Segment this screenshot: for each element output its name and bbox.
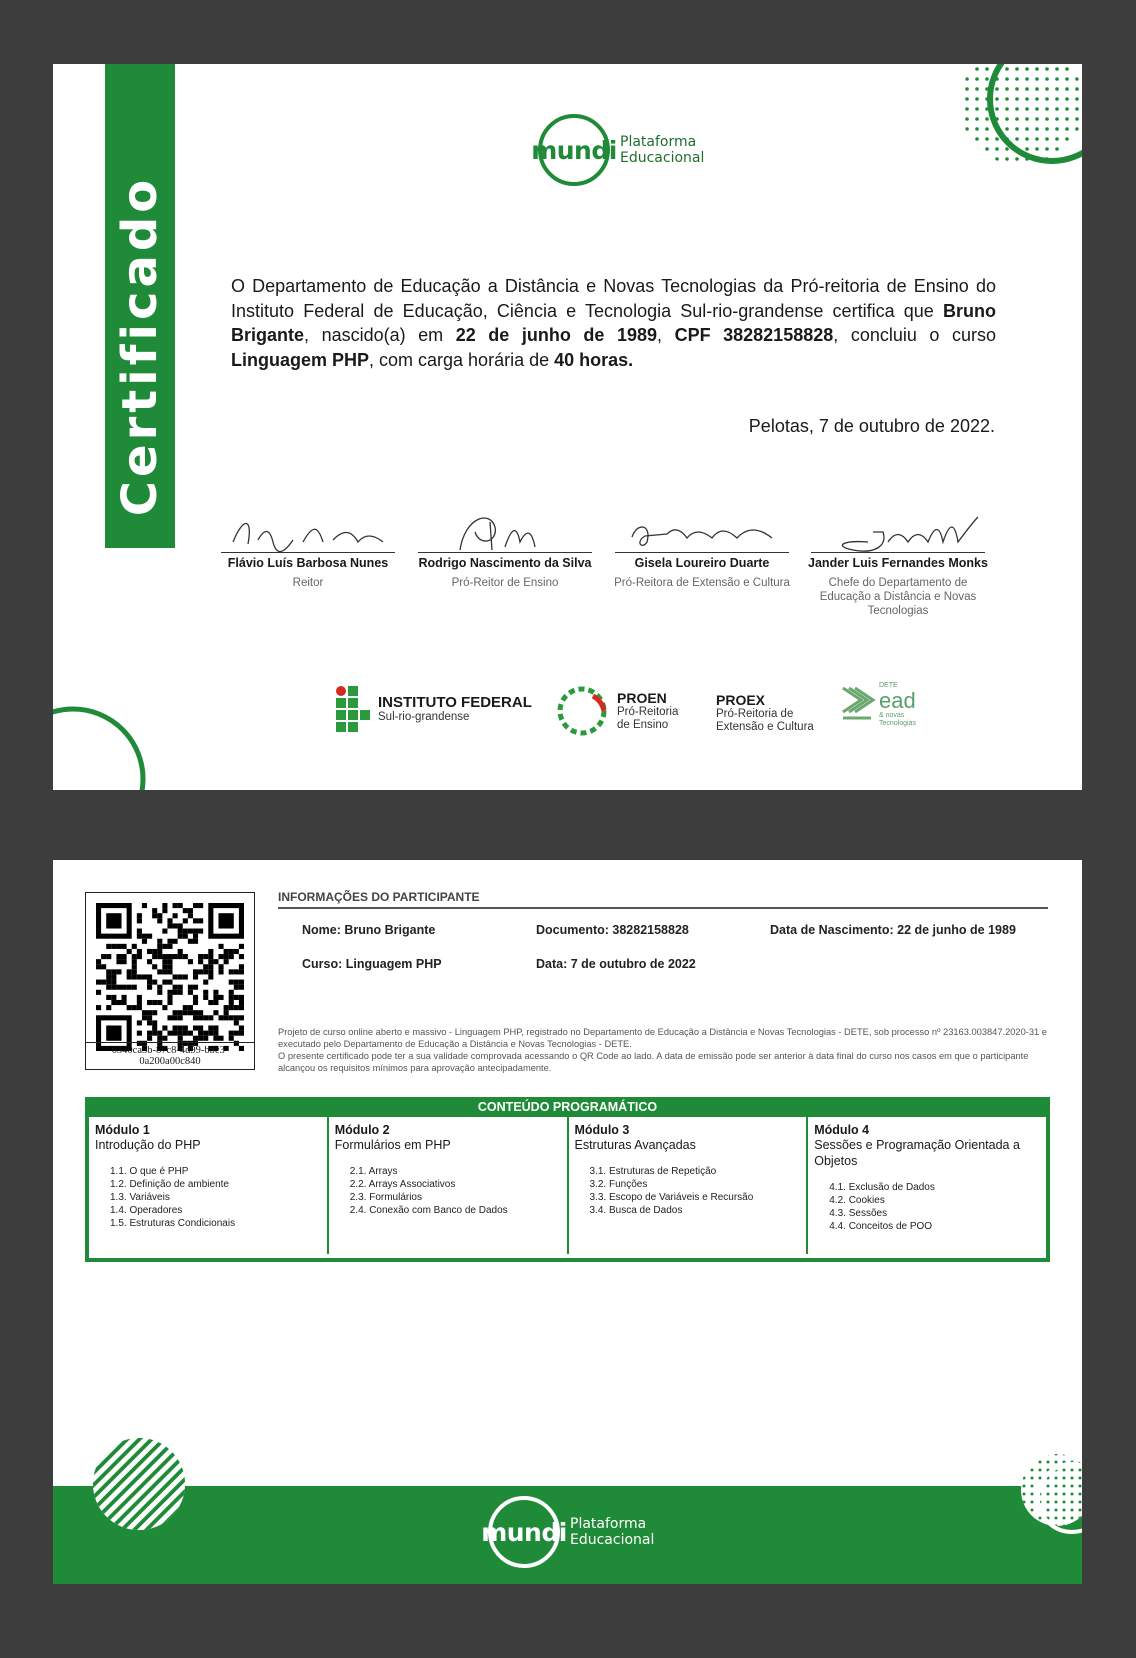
- ead-mark-icon: [841, 682, 877, 726]
- decor-ring-icon: [53, 684, 163, 790]
- decor-hatched-circle-icon: [91, 1436, 187, 1532]
- field-birth: Data de Nascimento: 22 de junho de 1989: [770, 923, 1016, 937]
- signature-icon: [813, 512, 983, 552]
- proex-logo: PROEX Pró-Reitoria de Extensão e Cultura: [716, 692, 814, 733]
- signature-block: Gisela Loureiro Duarte Pró-Reitora de Extensão e Cultura: [607, 512, 797, 590]
- if-logo: INSTITUTO FEDERAL Sul-rio-grandense: [336, 686, 532, 732]
- fine-print: Projeto de curso online aberto e massivo - Linguagem PHP, registrado no Departamento de Educação a Distância e Novas Tecnologias - DETE, sob processo nº 23163.003847.2020-31 e executado pelo Departamento de Educação a Distância e Novas Tecnologias - DETE. O presente certificado pode ter a sua validade comprovada acessando o QR Code ao lado. A data de emissão pode ser anterior à data final do curso nos casos em que o participante alcançou os requisitos mínimos para aprovação antecipadamente.: [278, 1027, 1047, 1073]
- module-column: Módulo 4 Sessões e Programação Orientada a Objetos 4.1. Exclusão de Dados 4.2. Cookies 4.3. Sessões 4.4. Conceitos de POO: [814, 1123, 1020, 1232]
- mundi-footer-logo: mundi Plataforma Educacional: [488, 1496, 654, 1568]
- field-document: Documento: 38282158828: [536, 923, 689, 937]
- place-date: Pelotas, 7 de outubro de 2022.: [748, 416, 995, 436]
- qr-code-id: 6340ca5b-87c8-4d99-bbc3-0a200a00c840: [86, 1042, 254, 1067]
- signature-block: Rodrigo Nascimento da Silva Pró-Reitor de Ensino: [410, 512, 600, 590]
- module-column: Módulo 3 Estruturas Avançadas 3.1. Estruturas de Repetição 3.2. Funções 3.3. Escopo de Variáveis e Recursão 3.4. Busca de Dados: [569, 1117, 809, 1254]
- certificate-front: [53, 64, 1082, 790]
- field-name: Nome: Bruno Brigante: [302, 923, 436, 937]
- certificate-back: [53, 860, 1082, 1584]
- mundi-logo-ring: mundi: [488, 1496, 560, 1568]
- ead-logo: DETE ead & novas Tecnologias: [841, 682, 916, 728]
- mundi-logo: mundi Plataforma Educacional: [538, 114, 704, 186]
- syllabus-table: [85, 1097, 1050, 1262]
- certificate-body: O Departamento de Educação a Distância e Novas Tecnologias da Pró-reitoria de Ensino do Instituto Federal de Educação, Ciência e Tecnologia Sul-rio-grandense certifica que Bruno Brigante, nascido(a) em 22 de junho de 1989, CPF 38282158828, concluiu o curso Linguagem PHP, com carga horária de 40 horas.: [231, 276, 996, 370]
- module-column: Módulo 1 Introdução do PHP 1.1. O que é PHP 1.2. Definição de ambiente 1.3. Variáveis 1.4. Operadores 1.5. Estruturas Condicionais: [89, 1117, 329, 1254]
- mundi-logo-ring: mundi: [538, 114, 610, 186]
- proen-logo: PROEN Pró-Reitoria de Ensino: [555, 684, 678, 738]
- syllabus-header: CONTEÚDO PROGRAMÁTICO: [89, 1097, 1046, 1117]
- decor-dotted-circle-icon: [1012, 1450, 1082, 1540]
- signature-icon: [617, 512, 787, 552]
- signature-icon: [420, 512, 590, 552]
- signature-icon: [223, 512, 393, 552]
- if-grid-icon: [336, 686, 370, 732]
- qr-code-icon[interactable]: [96, 903, 244, 1051]
- field-course: Curso: Linguagem PHP: [302, 957, 442, 971]
- signature-block: Flávio Luís Barbosa Nunes Reitor: [213, 512, 403, 590]
- certificate-title: Certificado: [112, 175, 168, 517]
- field-date: Data: 7 de outubro de 2022: [536, 957, 696, 971]
- proen-ring-icon: [555, 684, 609, 738]
- signature-block: Jander Luis Fernandes Monks Chefe do Departamento de Educação a Distância e Novas Tecnologias: [803, 512, 993, 618]
- module-column: Módulo 2 Formulários em PHP 2.1. Arrays 2.2. Arrays Associativos 2.3. Formulários 2.4. Conexão com Banco de Dados: [329, 1117, 569, 1254]
- info-header: INFORMAÇÕES DO PARTICIPANTE: [278, 890, 1048, 909]
- qr-code-box[interactable]: [85, 892, 255, 1070]
- decor-dotted-circle-icon: [952, 64, 1082, 184]
